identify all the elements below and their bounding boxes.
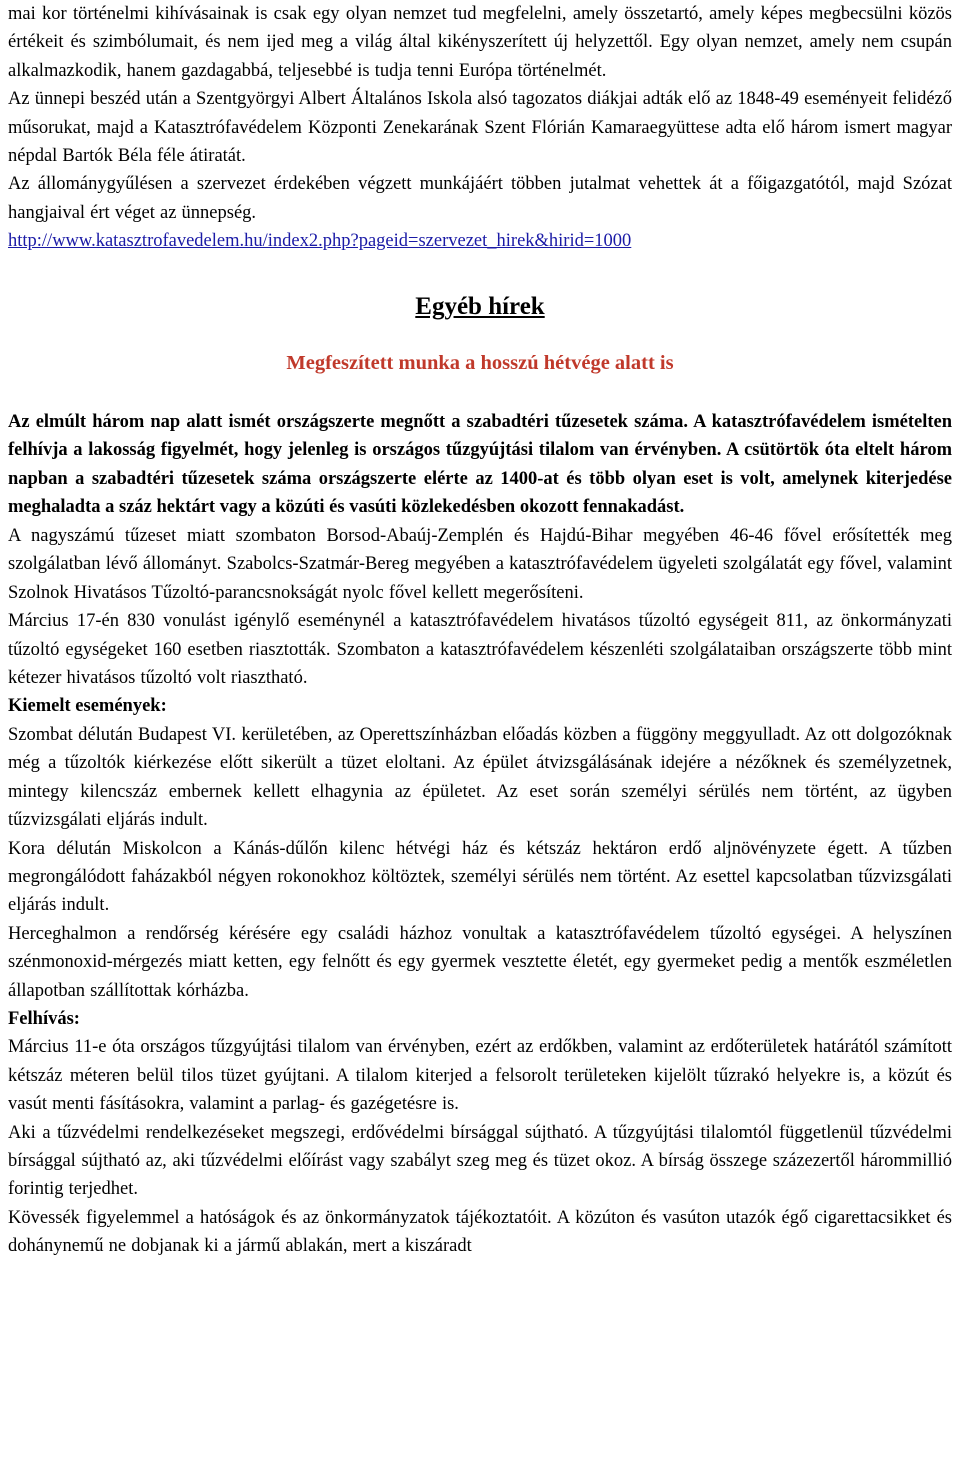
notice-heading: Felhívás:: [8, 1008, 80, 1029]
notice-paragraph-1: Március 11-e óta országos tűzgyújtási tilalom van érvényben, ezért az erdőkben, valamint az erdőterületek határától számított kétszáz méteren belül tilos tüzet gyújtani. A tilalom kiterjed a felsorolt területeken kijelölt tűzrakó helyekre is, a közút és vasút menti fásításokra, valamint a parlag- és gazégetésre is.: [8, 1037, 952, 1115]
article-paragraph-1: A nagyszámú tűzeset miatt szombaton Borsod-Abaúj-Zemplén és Hajdú-Bihar megyében 46-46 fővel erősítették meg szolgálatban lévő állományt. Szabolcs-Szatmár-Bereg megyében a katasztrófavédelem ügyeleti szolgálatát egy fővel, valamint Szolnok Hivatásos Tűzoltó-parancsnokságát nyolc fővel kellett megerősíteni.: [8, 526, 952, 603]
intro-paragraph-2: Az ünnepi beszéd után a Szentgyörgyi Albert Általános Iskola alsó tagozatos diákjai adták elő az 1848-49 eseményeit felidéző műsorukat, majd a Katasztrófavédelem Központi Zenekarának Szent Flórián Kamaraegyüttese adta elő három ismert magyar népdal Bartók Béla féle átiratát.: [8, 89, 952, 167]
highlight-paragraph-2: Kora délután Miskolcon a Kánás-dűlőn kilenc hétvégi ház és kétszáz hektáron erdő aljnövényzete égett. A tűzben megrongálódott faházakból négyen rokonokhoz költöztek, személyi sérülés nem történt. Az esettel kapcsolatban tűzvizsgálati eljárás indult.: [8, 838, 952, 916]
article-title: Megfeszített munka a hosszú hétvége alatt is: [286, 351, 674, 374]
intro-paragraph-3: Az állománygyűlésen a szervezet érdekében végzett munkájáért többen jutalmat vehettek át a főigazgatótól, majd Szózat hangjaival ért véget az ünnepség.: [8, 174, 952, 223]
intro-paragraph-1: mai kor történelmi kihívásainak is csak egy olyan nemzet tud megfelelni, amely összetartó, amely képes megbecsülni közös értékeit és szimbólumait, és nem ijed meg a világ által kikényszerített új helyzettől. Egy olyan nemzet, amely nem csupán alkalmazkodik, hanem gazdagabbá, teljesebbé is tudja tenni Európa történelmét.: [8, 4, 952, 81]
source-link-line: [8, 227, 952, 255]
highlight-paragraph-1: Szombat délután Budapest VI. kerületében, az Operettszínházban előadás közben a függöny meggyulladt. Az ott dolgozóknak még a tűzoltók kiérkezése előtt sikerült a tüzet eloltani. Az épület átvizsgálásának idejére a nézőknek és személyzetnek, mintegy kilencszáz embernek kellett elhagynia az épületet. Az eset során személyi sérülés nem történt, az ügyben tűzvizsgálati eljárás indult.: [8, 724, 952, 831]
section-heading: Egyéb hírek: [415, 292, 545, 320]
notice-paragraph-2: Aki a tűzvédelmi rendelkezéseket megszegi, erdővédelmi bírsággal sújtható. A tűzgyújtási tilalomtól függetlenül tűzvédelmi bírsággal sújtható az, aki tűzvédelmi előírást vagy szabályt szeg meg és tüzet okoz. A bírság összege százezertől hárommillió forintig terjedhet.: [8, 1122, 952, 1200]
notice-paragraph-3: Kövessék figyelemmel a hatóságok és az önkormányzatok tájékoztatóit. A közúton és vasúton utazók égő cigarettacsikket és dohánynemű ne dobjanak ki a jármű ablakán, mert a kiszáradt: [8, 1207, 952, 1257]
highlight-paragraph-3: Herceghalmon a rendőrség kérésére egy családi házhoz vonultak a katasztrófavédelem tűzoltó egységei. A helyszínen szénmonoxid-mérgezés miatt ketten, egy felnőtt és egy gyermek vesztette életét, egy gyermeket pedig a mentők eszméletlen állapotban szállítottak kórházba.: [8, 923, 952, 1001]
highlights-heading: Kiemelt események:: [8, 696, 167, 717]
article-paragraph-2: Március 17-én 830 vonulást igénylő eseménynél a katasztrófavédelem hivatásos tűzoltó egységeit 811, az önkormányzati tűzoltó egységeket 160 esetben riasztották. Szombaton a katasztrófavédelem készenléti szolgálataiban országszerte több mint kétezer hivatásos tűzoltó volt riasztható.: [8, 611, 952, 689]
article-lead: Az elmúlt három nap alatt ismét országszerte megnőtt a szabadtéri tűzesetek száma. A katasztrófavédelem ismételten felhívja a lakosság figyelmét, hogy jelenleg is országos tűzgyújtási tilalom van érvényben. A csütörtök óta eltelt három napban a szabadtéri tűzesetek száma országszerte elérte az 1400-at és több olyan eset is volt, amelynek kiterjedése meghaladta a száz hektárt vagy a közúti és vasúti közlekedésben okozott fennakadást.: [8, 411, 952, 518]
source-link[interactable]: http://www.katasztrofavedelem.hu/index2.php?pageid=szervezet_hirek&hirid=1000: [8, 231, 632, 252]
